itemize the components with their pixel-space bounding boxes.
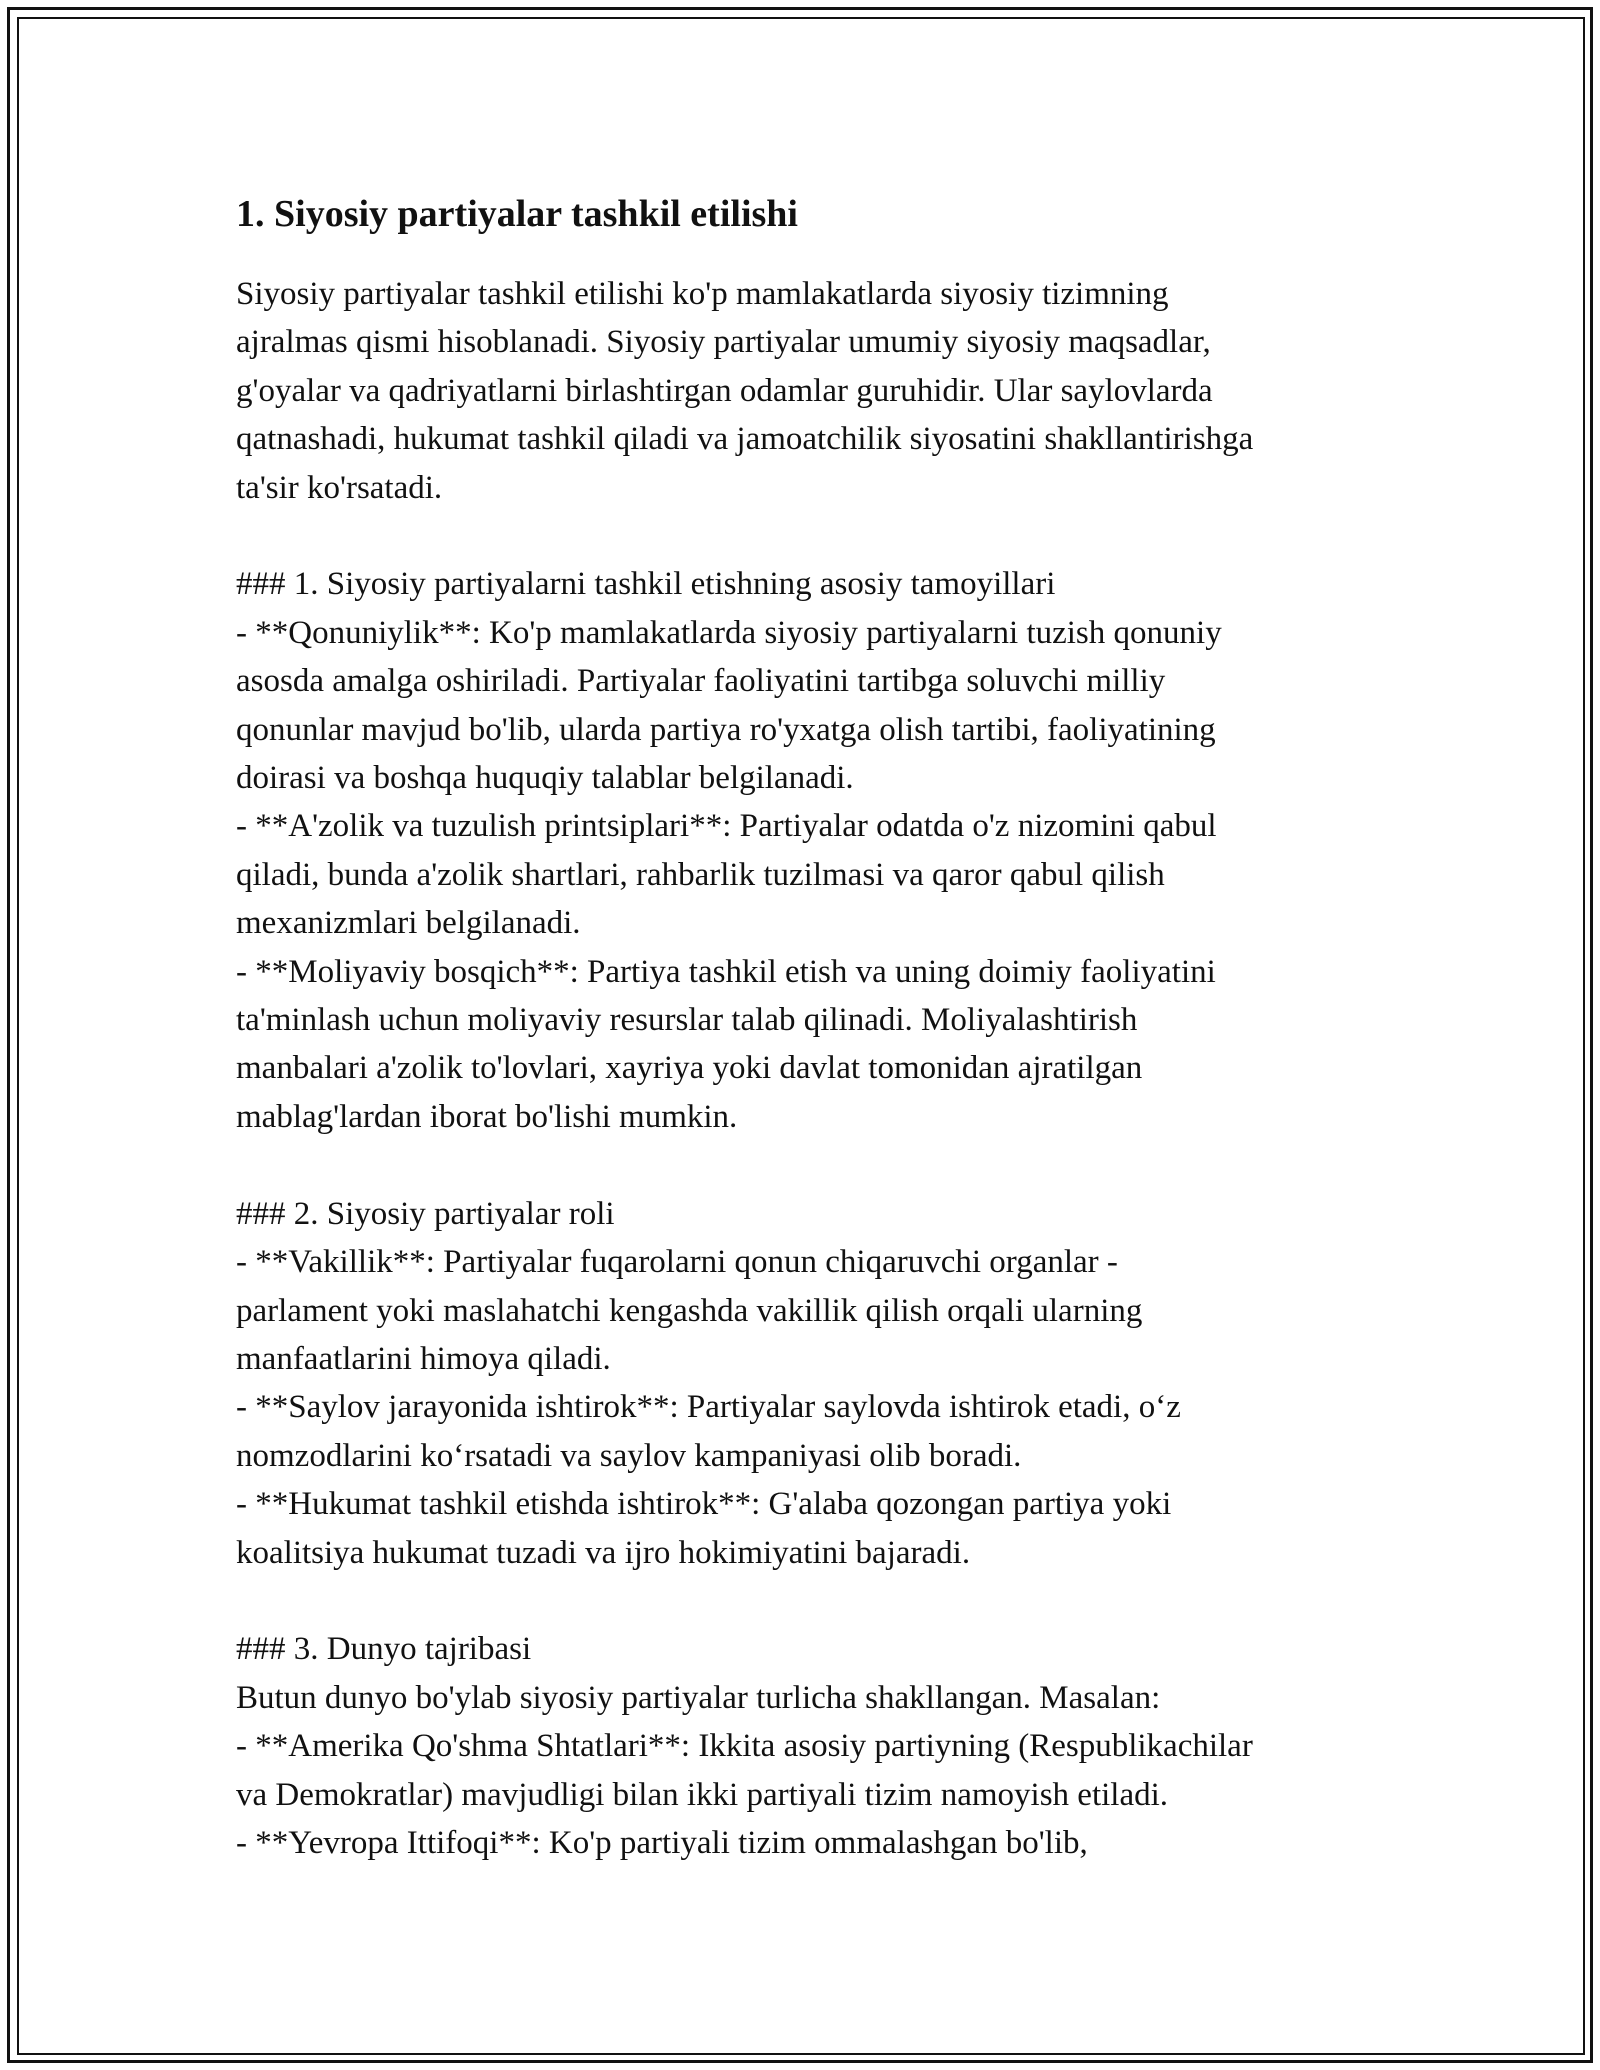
section-heading: ### 2. Siyosiy partiyalar roli (236, 1195, 615, 1232)
intro-line: qatnashadi, hukumat tashkil qiladi va jamoatchilik siyosatini shakllantirishga (236, 421, 1254, 458)
section-line: doirasi va boshqa huquqiy talablar belgilanadi. (236, 760, 854, 797)
paragraph-gap (236, 1577, 1396, 1625)
section-world-experience (236, 1625, 1396, 1867)
section-line: mablag'lardan iborat bo'lishi mumkin. (236, 1098, 738, 1135)
intro-line: ajralmas qismi hisoblanadi. Siyosiy partiyalar umumiy siyosiy maqsadlar, (236, 324, 1211, 361)
section-line: - **Qonuniylik**: Ko'p mamlakatlarda siyosiy partiyalarni tuzish qonuniy (236, 614, 1222, 651)
section-line: nomzodlarini ko‘rsatadi va saylov kampaniyasi olib boradi. (236, 1437, 1022, 1474)
section-line: - **A'zolik va tuzulish printsiplari**: Partiyalar odatda o'z nizomini qabul (236, 808, 1217, 845)
section-line: - **Moliyaviy bosqich**: Partiya tashkil etish va uning doimiy faoliyatini (236, 953, 1216, 990)
section-line: qiladi, bunda a'zolik shartlari, rahbarlik tuzilmasi va qaror qabul qilish (236, 856, 1165, 893)
section-line: koalitsiya hukumat tuzadi va ijro hokimiyatini bajaradi. (236, 1534, 971, 1571)
intro-line: g'oyalar va qadriyatlarni birlashtirgan odamlar guruhidir. Ular saylovlarda (236, 372, 1213, 409)
section-line: Butun dunyo bo'ylab siyosiy partiyalar turlicha shakllangan. Masalan: (236, 1679, 1161, 1716)
section-line: - **Yevropa Ittifoqi**: Ko'p partiyali tizim ommalashgan bo'lib, (236, 1824, 1088, 1861)
intro-line: ta'sir ko'rsatadi. (236, 469, 443, 506)
paragraph-gap (236, 1141, 1396, 1189)
section-line: - **Amerika Qo'shma Shtatlari**: Ikkita asosiy partiyning (Respublikachilar (236, 1728, 1253, 1765)
section-line: va Demokratlar) mavjudligi bilan ikki partiyali tizim namoyish etiladi. (236, 1776, 1169, 1813)
section-line: manfaatlarini himoya qiladi. (236, 1340, 611, 1377)
section-line: - **Vakillik**: Partiyalar fuqarolarni qonun chiqaruvchi organlar - (236, 1244, 1118, 1281)
section-line: qonunlar mavjud bo'lib, ularda partiya ro'yxatga olish tartibi, faoliyatining (236, 711, 1216, 748)
section-role (236, 1190, 1396, 1626)
section-line: - **Saylov jarayonida ishtirok**: Partiyalar saylovda ishtirok etadi, o‘z (236, 1389, 1181, 1426)
section-principles (236, 560, 1396, 1189)
intro-paragraph (236, 270, 1396, 560)
paragraph-gap (236, 512, 1396, 560)
section-heading: ### 3. Dunyo tajribasi (236, 1631, 532, 1668)
section-line: mexanizmlari belgilanadi. (236, 905, 581, 942)
section-line: - **Hukumat tashkil etishda ishtirok**: G'alaba qozongan partiya yoki (236, 1486, 1172, 1523)
section-line: parlament yoki maslahatchi kengashda vakillik qilish orqali ularning (236, 1292, 1143, 1329)
section-line: manbalari a'zolik to'lovlari, xayriya yoki davlat tomonidan ajratilgan (236, 1050, 1143, 1087)
intro-line: Siyosiy partiyalar tashkil etilishi ko'p mamlakatlarda siyosiy tizimning (236, 276, 1169, 312)
document-title: 1. Siyosiy partiyalar tashkil etilishi (236, 193, 798, 235)
section-line: ta'minlash uchun moliyaviy resurslar talab qilinadi. Moliyalashtirish (236, 1002, 1138, 1039)
section-heading: ### 1. Siyosiy partiyalarni tashkil etishning asosiy tamoyillari (236, 566, 1056, 603)
section-line: asosda amalga oshiriladi. Partiyalar faoliyatini tartibga soluvchi milliy (236, 663, 1166, 700)
document-body (236, 186, 1396, 1867)
